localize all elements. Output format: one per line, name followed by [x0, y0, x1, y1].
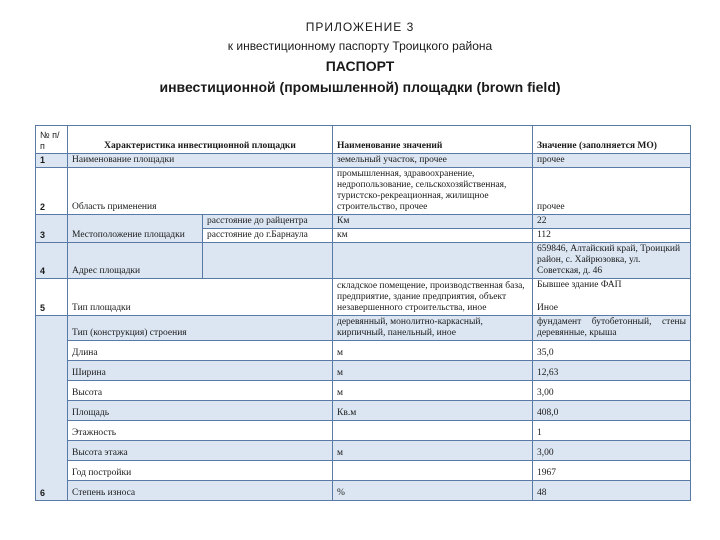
row-empty: [203, 243, 333, 279]
row-value-b: Иное: [537, 303, 559, 313]
table-row: [36, 243, 691, 279]
row-label: Местоположение площадки: [68, 215, 203, 243]
row-num: 4: [36, 243, 68, 279]
row-value: 12,63: [533, 361, 691, 381]
row-label: Высота этажа: [68, 441, 333, 461]
row-value: 35,0: [533, 341, 691, 361]
row-value: [533, 279, 691, 316]
row-value: 659846, Алтайский край, Троицкий район, с. Хайрюзовка, ул. Советская, д. 46: [533, 243, 691, 279]
table-header-row: [36, 126, 691, 154]
header-num: № п/п: [36, 126, 68, 154]
header-value-name: Наименование значений: [333, 126, 533, 154]
row-label: Тип площадки: [68, 279, 333, 316]
table-row: [36, 441, 691, 461]
row-value-name: складское помещение, производственная база, предприятие, здание предприятия, объект незавершенного строительства, иное: [333, 279, 533, 316]
table-row: [36, 154, 691, 168]
appendix-label: ПРИЛОЖЕНИЕ 3: [305, 20, 415, 34]
row-value: 3,00: [533, 381, 691, 401]
row-value-name: промышленная, здравоохранение, недропользование, сельскохозяйственная, туристско-рекреационная, жилищное строительство, прочее: [333, 168, 533, 215]
row-label: Год постройки: [68, 461, 333, 481]
row-unit: %: [333, 481, 533, 501]
table-row: [36, 341, 691, 361]
row-unit: км: [333, 229, 533, 243]
table-row: [36, 215, 691, 229]
row-unit: деревянный, монолитно-каркасный, кирпичный, панельный, иное: [333, 316, 533, 341]
row-value: прочее: [533, 168, 691, 215]
table-row: [36, 279, 691, 316]
passport-table: [35, 125, 691, 501]
row-unit: м: [333, 341, 533, 361]
appendix-subtitle: к инвестиционному паспорту Троицкого района: [227, 39, 493, 53]
row-value: прочее: [533, 154, 691, 168]
page-title: ПАСПОРТ: [325, 58, 395, 74]
row-label: Тип (конструкция) строения: [68, 316, 333, 341]
row-num: 3: [36, 215, 68, 243]
row-value: 22: [533, 215, 691, 229]
row-empty: [333, 243, 533, 279]
row-unit: м: [333, 361, 533, 381]
row-label: Область применения: [68, 168, 333, 215]
header-characteristic: Характеристика инвестиционной площадки: [68, 126, 333, 154]
row-value: 3,00: [533, 441, 691, 461]
table-row: [36, 461, 691, 481]
row-num: 5: [36, 279, 68, 316]
row-num: 2: [36, 168, 68, 215]
row-unit: м: [333, 441, 533, 461]
row-label: Высота: [68, 381, 333, 401]
row-unit: Км: [333, 215, 533, 229]
table-row: [36, 421, 691, 441]
page-subtitle: инвестиционной (промышленной) площадки (brown field): [159, 79, 561, 95]
header-value: Значение (заполняется МО): [533, 126, 691, 154]
row-value: 48: [533, 481, 691, 501]
row-num: 1: [36, 154, 68, 168]
row-unit: [333, 461, 533, 481]
row-label: Длина: [68, 341, 333, 361]
row-unit: [333, 421, 533, 441]
table-row: [36, 168, 691, 215]
row-sublabel: расстояние до райцентра: [203, 215, 333, 229]
row-value: 1: [533, 421, 691, 441]
table-row: [36, 401, 691, 421]
row-value: фундамент бутобетонный, стены деревянные, крыша: [533, 316, 691, 341]
row-unit: м: [333, 381, 533, 401]
table-row: [36, 481, 691, 501]
row-label: Степень износа: [68, 481, 333, 501]
table-row: [36, 316, 691, 341]
row-value-a: Бывшее здание ФАП: [537, 280, 622, 290]
row-value: 1967: [533, 461, 691, 481]
row-label: Адрес площадки: [68, 243, 203, 279]
table-row: [36, 361, 691, 381]
row-value-name: земельный участок, прочее: [333, 154, 533, 168]
row-value: 112: [533, 229, 691, 243]
row-unit: Кв.м: [333, 401, 533, 421]
row-num: 6: [36, 316, 68, 501]
row-value: 408,0: [533, 401, 691, 421]
row-label: Наименование площадки: [68, 154, 333, 168]
row-label: Этажность: [68, 421, 333, 441]
table-row: [36, 381, 691, 401]
row-label: Площадь: [68, 401, 333, 421]
row-sublabel: расстояние до г.Барнаула: [203, 229, 333, 243]
row-label: Ширина: [68, 361, 333, 381]
